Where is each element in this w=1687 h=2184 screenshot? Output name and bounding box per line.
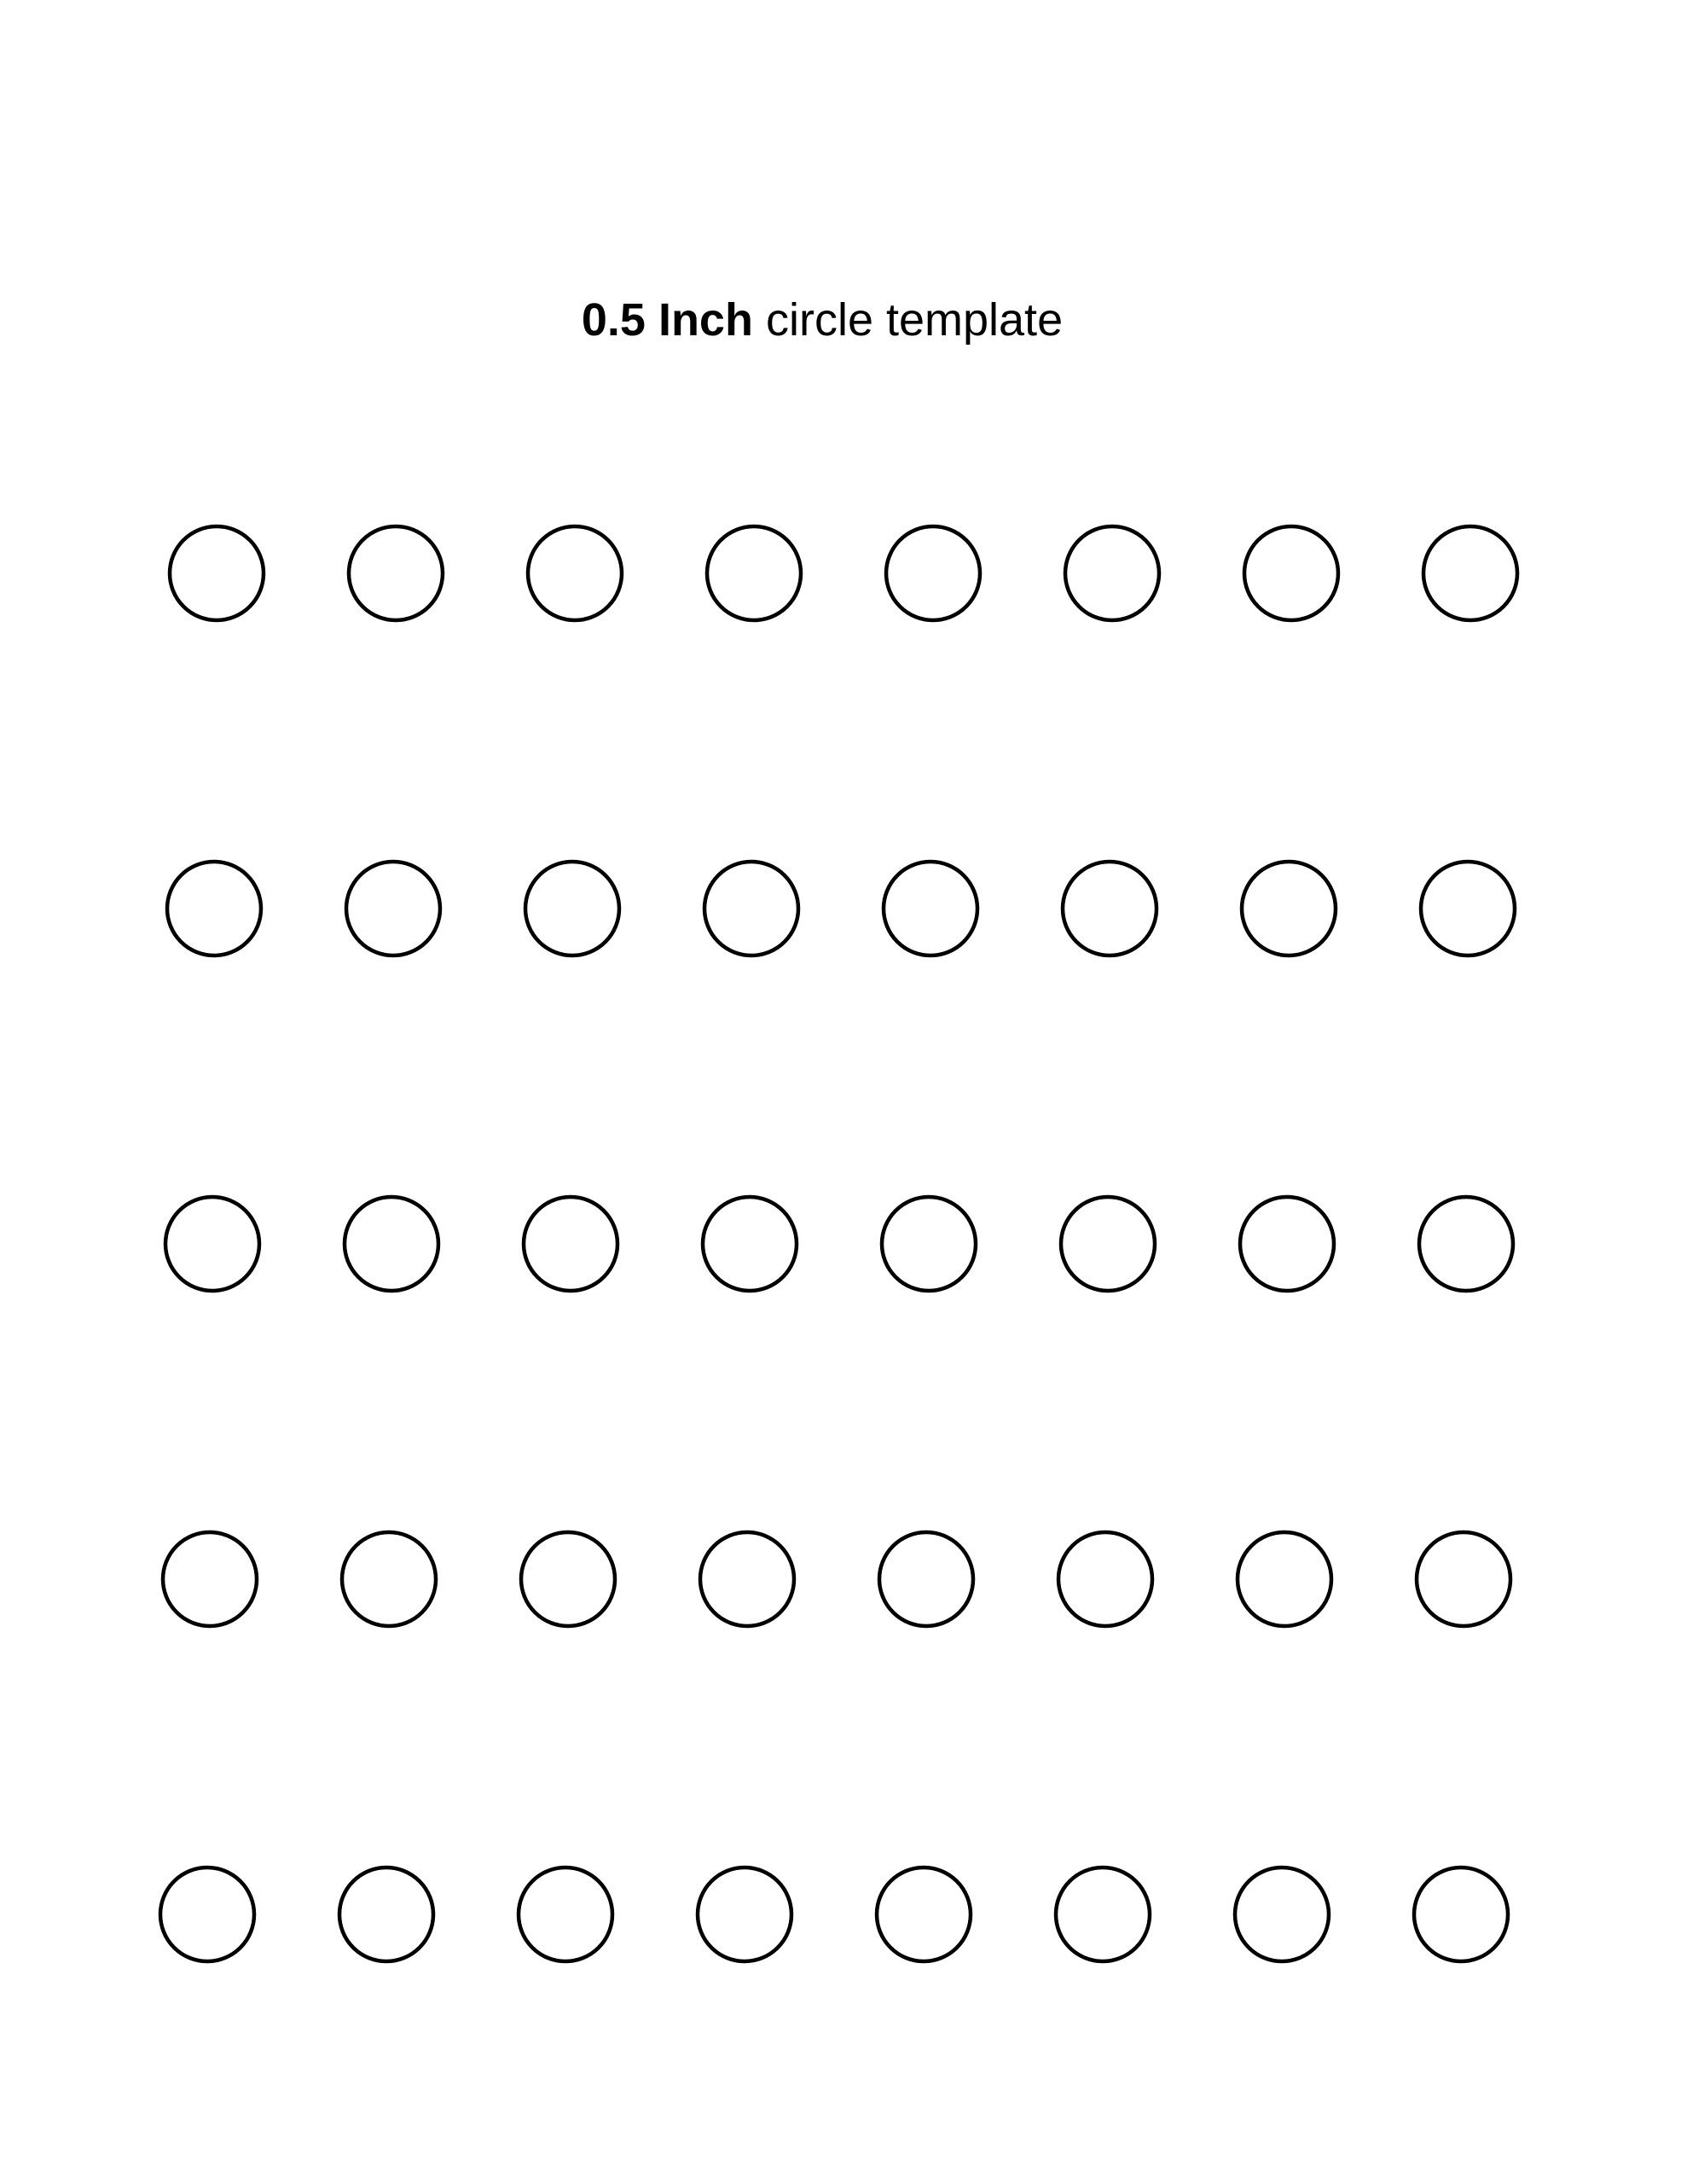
template-circle xyxy=(165,1197,259,1291)
template-circle xyxy=(707,526,801,620)
template-circle xyxy=(886,526,980,620)
template-circle xyxy=(700,1532,794,1626)
title-text: circle template xyxy=(765,294,1064,346)
template-circle xyxy=(345,1197,438,1291)
template-circle xyxy=(167,862,261,956)
template-circle xyxy=(1417,1532,1510,1626)
title-size-label: 0.5 Inch xyxy=(581,294,753,346)
template-circle xyxy=(519,1867,612,1961)
template-circle xyxy=(1063,862,1157,956)
template-circle xyxy=(1423,526,1517,620)
template-circle xyxy=(339,1867,433,1961)
template-circle xyxy=(1414,1867,1508,1961)
template-circle xyxy=(1238,1532,1331,1626)
template-circle xyxy=(1240,1197,1334,1291)
template-circle xyxy=(349,526,443,620)
template-circle xyxy=(1061,1197,1155,1291)
template-circle xyxy=(163,1532,257,1626)
template-circle xyxy=(528,526,622,620)
template-circle xyxy=(884,862,977,956)
template-circle xyxy=(342,1532,436,1626)
template-circle xyxy=(704,862,798,956)
template-circle xyxy=(1058,1532,1152,1626)
template-circle xyxy=(1421,862,1515,956)
template-circle xyxy=(346,862,440,956)
template-circle xyxy=(170,526,264,620)
template-circle xyxy=(524,1197,617,1291)
template-circle xyxy=(882,1197,976,1291)
template-circle xyxy=(521,1532,615,1626)
template-circle xyxy=(1244,526,1338,620)
template-circle xyxy=(698,1867,791,1961)
template-circle xyxy=(1056,1867,1150,1961)
template-circle xyxy=(1235,1867,1329,1961)
template-circle xyxy=(1065,526,1159,620)
template-circle xyxy=(877,1867,971,1961)
template-circle xyxy=(525,862,619,956)
template-circle xyxy=(1242,862,1336,956)
template-circle xyxy=(160,1867,254,1961)
template-circle xyxy=(703,1197,797,1291)
template-circle xyxy=(1419,1197,1513,1291)
template-circle xyxy=(879,1532,973,1626)
